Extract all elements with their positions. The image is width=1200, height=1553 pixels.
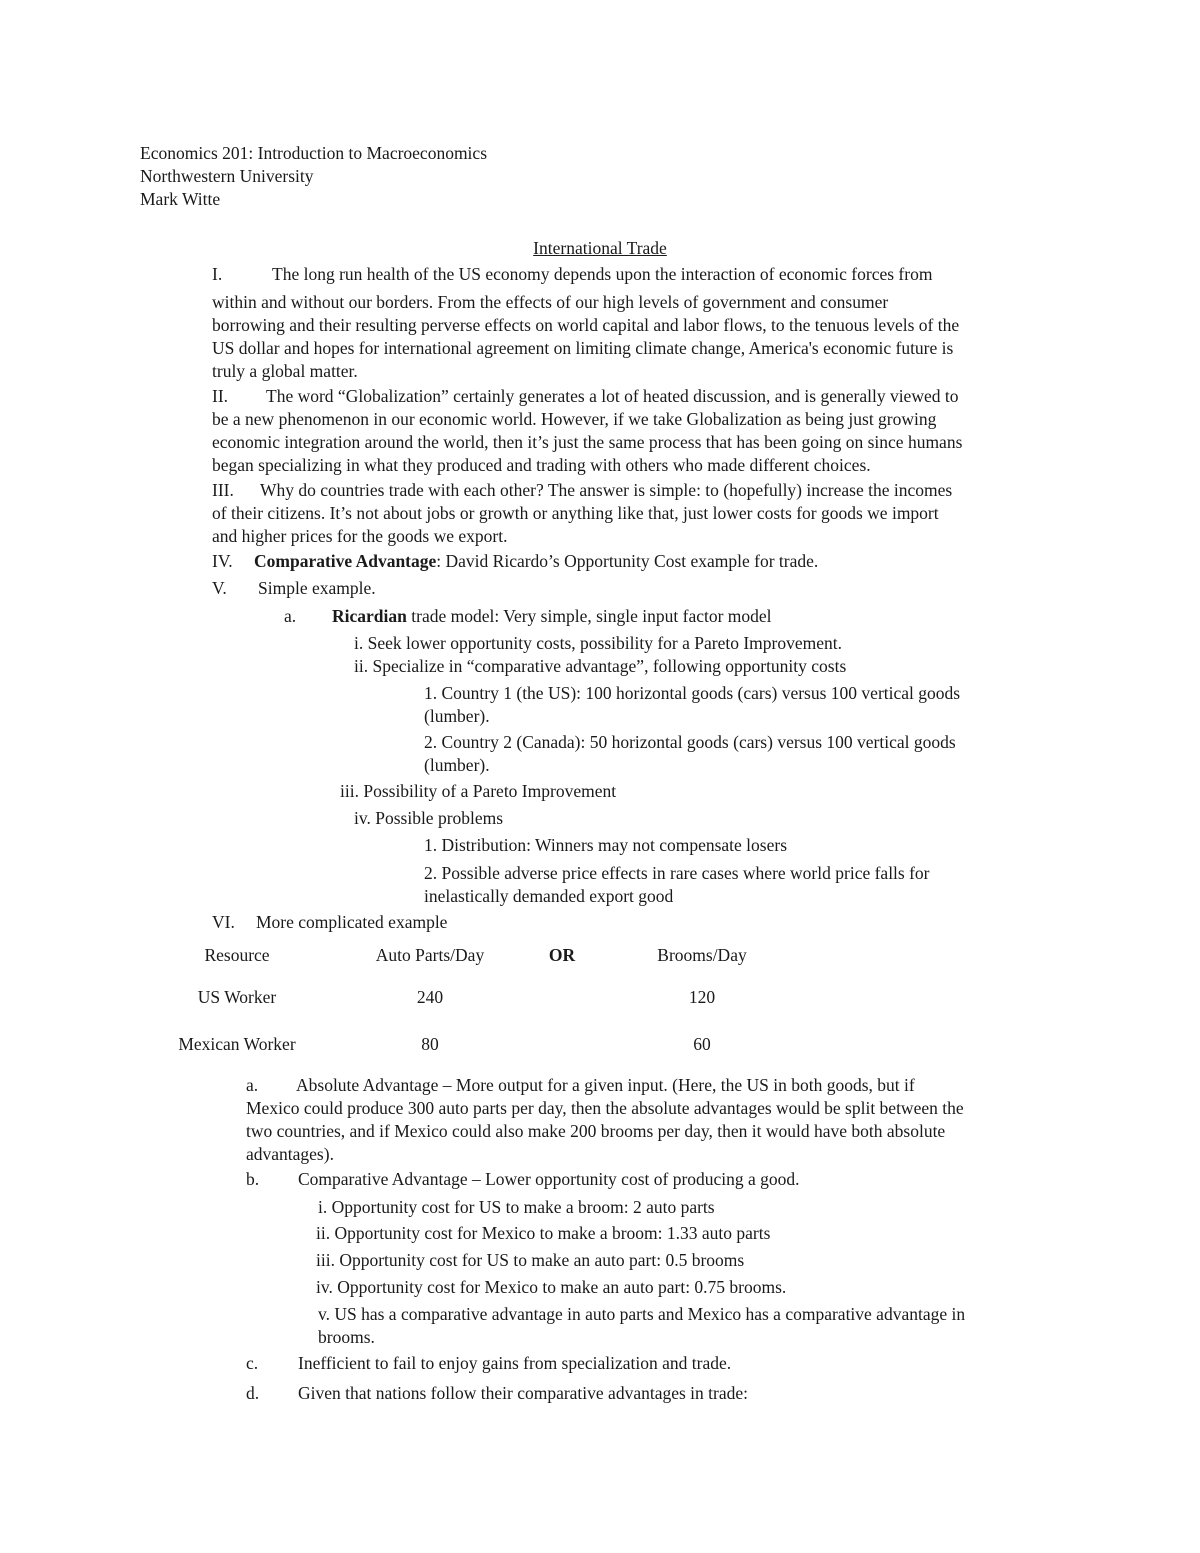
table-header-cell: Auto Parts/Day [375, 945, 485, 965]
section-6-text: More complicated example [256, 912, 448, 932]
table-header-cell: OR [548, 945, 576, 965]
list-item: 2. Possible adverse price effects in rare cases where world price falls for [424, 863, 930, 883]
section-3-line: and higher prices for the goods we export. [212, 526, 508, 546]
list-item: iii. Opportunity cost for US to make an auto part: 0.5 brooms [316, 1250, 745, 1270]
section-1-line: The long run health of the US economy depends upon the interaction of economic forces from [272, 264, 933, 284]
point-a-line: Mexico could produce 300 auto parts per day, then the absolute advantages would be split between the [246, 1098, 964, 1118]
table-cell: 80 [421, 1034, 439, 1054]
point-d-label: d. [246, 1383, 260, 1403]
table-cell: US Worker [197, 987, 277, 1007]
ricardian-term: Ricardian [332, 606, 407, 626]
page-title: International Trade [533, 238, 667, 258]
table-cell: 120 [688, 987, 716, 1007]
table-header-cell: Resource [204, 945, 270, 965]
list-item: ii. Specialize in “comparative advantage”, following opportunity costs [354, 656, 847, 676]
point-a-line: two countries, and if Mexico could also make 200 brooms per day, then it would have both absolute [246, 1121, 946, 1141]
table-header-cell: Brooms/Day [657, 945, 747, 965]
section-2-line: economic integration around the world, then it’s just the same process that has been going on since humans [212, 432, 963, 452]
section-1-label: I. [212, 264, 223, 284]
section-4-rest: : David Ricardo’s Opportunity Cost example for trade. [436, 551, 819, 571]
table-cell: 240 [416, 987, 444, 1007]
list-item: iv. Possible problems [354, 808, 504, 828]
section-1-line: within and without our borders. From the effects of our high levels of government and consumer [212, 292, 889, 312]
list-item: ii. Opportunity cost for Mexico to make a broom: 1.33 auto parts [316, 1223, 771, 1243]
point-c-text: Inefficient to fail to enjoy gains from specialization and trade. [298, 1353, 732, 1373]
point-a-label: a. [246, 1075, 259, 1095]
list-item: v. US has a comparative advantage in auto parts and Mexico has a comparative advantage in [318, 1304, 966, 1324]
table-cell: 60 [693, 1034, 711, 1054]
section-4-text [254, 550, 818, 572]
list-item: inelastically demanded export good [424, 886, 674, 906]
list-item: i. Opportunity cost for US to make a broom: 2 auto parts [318, 1197, 715, 1217]
section-3-line: of their citizens. It’s not about jobs or growth or anything like that, just lower costs for goods we import [212, 503, 939, 523]
section-2-line: began specializing in what they produced and trading with others who made different choices. [212, 455, 871, 475]
list-item: iii. Possibility of a Pareto Improvement [340, 781, 617, 801]
section-5a-label: a. [284, 606, 297, 626]
section-2-label: II. [212, 386, 229, 406]
section-3-label: III. [212, 480, 234, 500]
list-item: (lumber). [424, 755, 490, 775]
list-item: iv. Opportunity cost for Mexico to make an auto part: 0.75 brooms. [316, 1277, 787, 1297]
university-name: Northwestern University [140, 166, 314, 186]
section-2-line: The word “Globalization” certainly generates a lot of heated discussion, and is generally viewed to [266, 386, 959, 406]
section-6-label: VI. [212, 912, 235, 932]
table-cell: Mexican Worker [178, 1034, 296, 1054]
list-item: i. Seek lower opportunity costs, possibility for a Pareto Improvement. [354, 633, 842, 653]
section-5-text: Simple example. [258, 578, 376, 598]
list-item: 2. Country 2 (Canada): 50 horizontal goods (cars) versus 100 vertical goods [424, 732, 956, 752]
section-1-line: borrowing and their resulting perverse effects on world capital and labor flows, to the tenuous levels of the [212, 315, 960, 335]
section-5-label: V. [212, 578, 227, 598]
section-2-line: be a new phenomenon in our economic world. However, if we take Globalization as being just growing [212, 409, 937, 429]
section-1-line: truly a global matter. [212, 361, 358, 381]
point-b-text: Comparative Advantage – Lower opportunity cost of producing a good. [298, 1169, 800, 1189]
section-1-line: US dollar and hopes for international agreement on limiting climate change, America's economic future is [212, 338, 954, 358]
point-d-text: Given that nations follow their comparative advantages in trade: [298, 1383, 748, 1403]
list-item: 1. Country 1 (the US): 100 horizontal goods (cars) versus 100 vertical goods [424, 683, 961, 703]
list-item: 1. Distribution: Winners may not compensate losers [424, 835, 788, 855]
section-5a-text [332, 605, 772, 627]
instructor-name: Mark Witte [140, 189, 221, 209]
point-a-line: advantages). [246, 1144, 334, 1164]
section-5a-rest: trade model: Very simple, single input factor model [406, 606, 772, 626]
list-item: brooms. [318, 1327, 375, 1347]
section-3-line: Why do countries trade with each other? The answer is simple: to (hopefully) increase the incomes [260, 480, 953, 500]
list-item: (lumber). [424, 706, 490, 726]
course-title: Economics 201: Introduction to Macroeconomics [140, 143, 488, 163]
point-b-label: b. [246, 1169, 260, 1189]
comparative-advantage-term: Comparative Advantage [254, 551, 437, 571]
section-4-label: IV. [212, 551, 233, 571]
point-a-line: Absolute Advantage – More output for a given input. (Here, the US in both goods, but if [296, 1075, 915, 1095]
point-c-label: c. [246, 1353, 259, 1373]
